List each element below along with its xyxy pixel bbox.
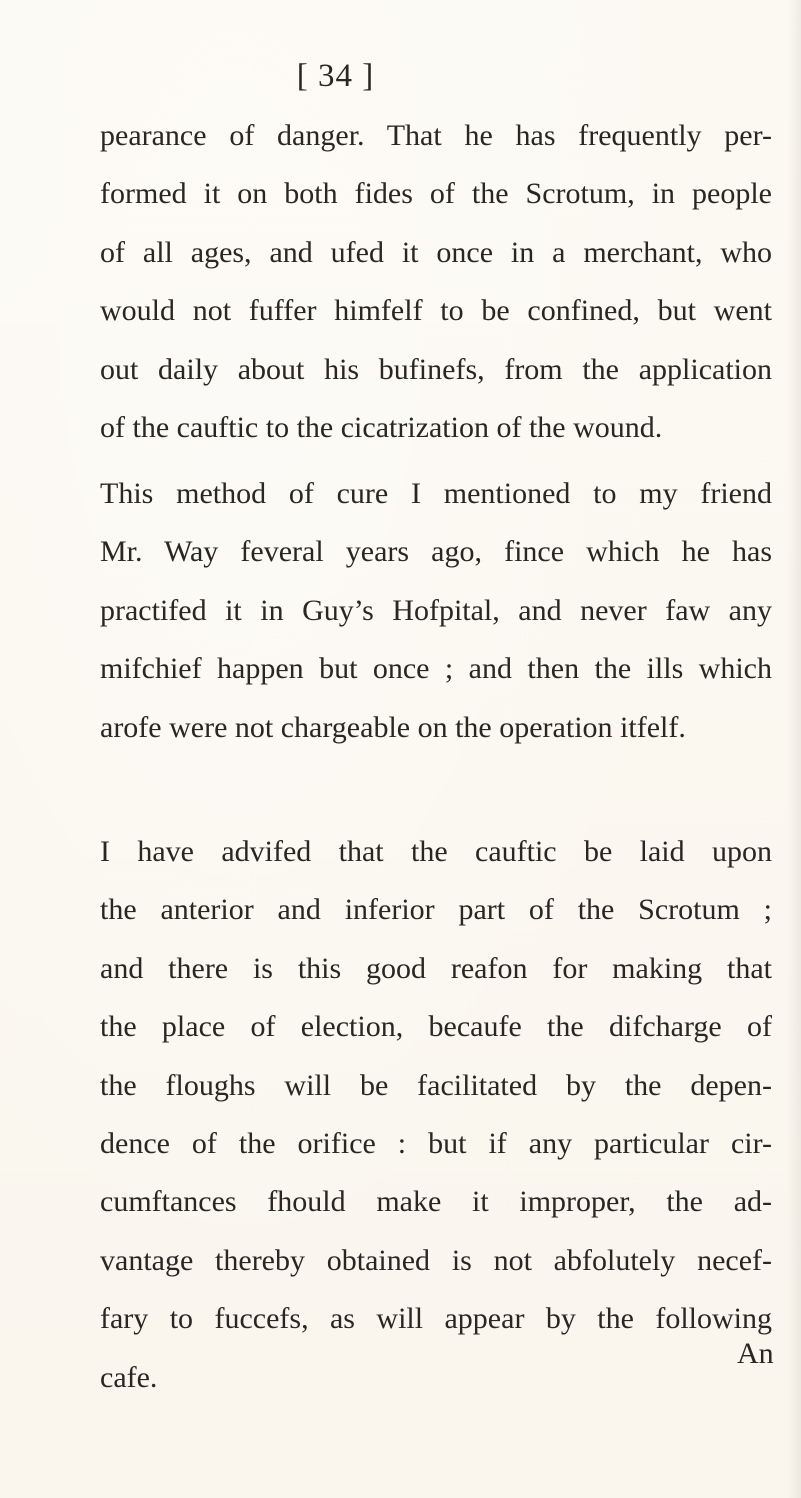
text-line: Mr. Way feveral years ago, fince which he has	[100, 535, 772, 569]
text-line: cafe.	[100, 1360, 158, 1394]
text-line: formed it on both fides of the Scrotum, in people	[100, 177, 772, 211]
page-header	[0, 58, 801, 95]
catchword: An	[737, 1337, 774, 1370]
page-number: [ 34 ]	[296, 58, 375, 94]
page-edge-shadow	[787, 0, 801, 1498]
text-line: would not fuffer himfelf to be confined, but went	[100, 294, 772, 328]
text-line: I have advifed that the cauftic be laid upon	[100, 835, 772, 868]
text-line: out daily about his bufinefs, from the application	[100, 352, 772, 386]
text-line: mifchief happen but once ; and then the ills which	[100, 652, 772, 686]
paragraph-1	[100, 107, 772, 457]
paragraph-2	[100, 465, 772, 757]
text-line: and there is this good reafon for making that	[100, 951, 772, 985]
text-line: of all ages, and ufed it once in a merchant, who	[100, 235, 772, 269]
text-line: vantage thereby obtained is not abfolutely necef-	[100, 1243, 772, 1277]
text-line: of the cauftic to the cicatrization of the wound.	[100, 411, 663, 445]
text-line: the floughs will be facilitated by the depen-	[100, 1068, 772, 1102]
text-line: practifed it in Guy’s Hofpital, and never faw any	[100, 593, 772, 627]
text-line: dence of the orifice : but if any particular cir-	[100, 1127, 772, 1161]
text-line: pearance of danger. That he has frequently per-	[100, 119, 772, 152]
paragraph-3	[100, 823, 772, 1407]
text-line: the place of election, becaufe the difcharge of	[100, 1010, 772, 1044]
text-line: arofe were not chargeable on the operation itfelf.	[100, 710, 686, 744]
text-line: This method of cure I mentioned to my friend	[100, 477, 772, 510]
text-line: fary to fuccefs, as will appear by the following	[100, 1302, 772, 1336]
text-line: cumftances fhould make it improper, the ad-	[100, 1185, 772, 1219]
text-line: the anterior and inferior part of the Scrotum ;	[100, 893, 772, 927]
